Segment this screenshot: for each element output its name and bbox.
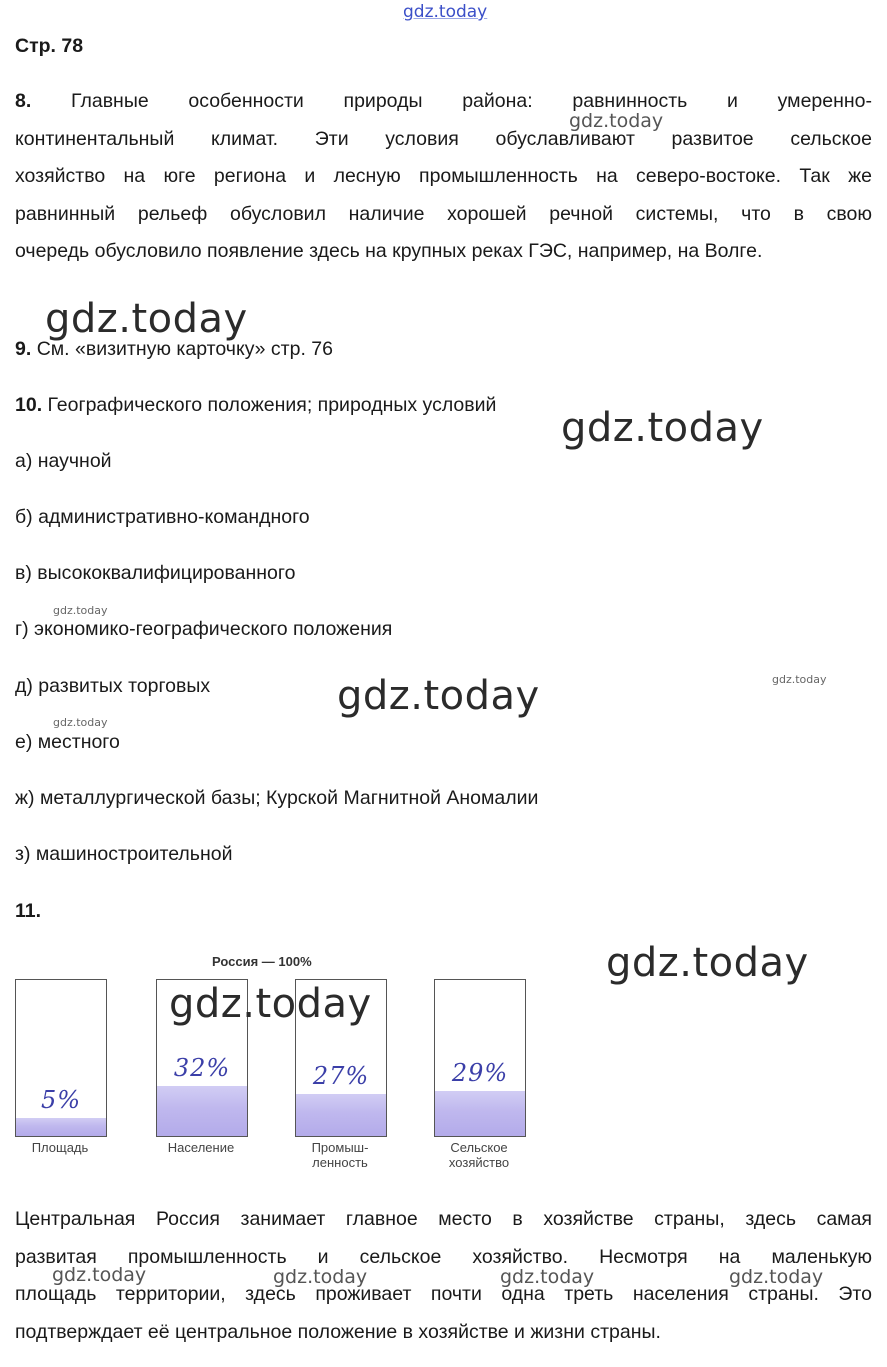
data-label: 29% bbox=[451, 1059, 509, 1087]
bar bbox=[157, 1086, 247, 1136]
answer-11: 11. bbox=[15, 900, 42, 922]
conclusion-line: площадь территории, здесь проживает почти одна треть населения страны. Это bbox=[15, 1283, 872, 1305]
answer-number: 8. bbox=[15, 90, 32, 112]
watermark: gdz.today bbox=[500, 1266, 595, 1288]
category-label: Площадь bbox=[31, 1140, 89, 1155]
answer-8-line: очередь обусловило появление здесь на крупных реках ГЭС, например, на Волге. bbox=[15, 240, 763, 262]
watermark: gdz.today bbox=[772, 673, 827, 686]
watermark: gdz.today bbox=[53, 604, 108, 617]
bar bbox=[296, 1094, 386, 1136]
category-label: Сельское хозяйство bbox=[448, 1140, 510, 1170]
watermark: gdz.today bbox=[729, 1266, 824, 1288]
watermark: gdz.today bbox=[53, 716, 108, 729]
conclusion-line: Центральная Россия занимает главное место в хозяйстве страны, здесь самая bbox=[15, 1208, 872, 1230]
data-label: 32% bbox=[173, 1054, 231, 1082]
bar bbox=[16, 1118, 106, 1136]
bar-box bbox=[295, 979, 387, 1137]
answer-10-item: е) местного bbox=[15, 731, 120, 753]
bar-box bbox=[434, 979, 526, 1137]
category-label: Промыш- ленность bbox=[311, 1140, 369, 1170]
answer-10-item: б) административно-командного bbox=[15, 506, 310, 528]
watermark: gdz.today bbox=[45, 296, 248, 342]
watermark: gdz.today bbox=[273, 1266, 368, 1288]
category-label: Население bbox=[167, 1140, 235, 1155]
answer-10-item: з) машиностроительной bbox=[15, 843, 233, 865]
watermark: gdz.today bbox=[52, 1264, 147, 1286]
chart-title: Россия — 100% bbox=[212, 954, 312, 969]
watermark: gdz.today bbox=[569, 110, 664, 132]
conclusion-line: развитая промышленность и сельское хозяйство. Несмотря на маленькую bbox=[15, 1245, 872, 1268]
bar bbox=[435, 1091, 525, 1136]
answer-10-item: а) научной bbox=[15, 450, 112, 472]
answer-10-item: в) высококвалифицированного bbox=[15, 562, 296, 584]
answer-10-item: ж) металлургической базы; Курской Магнитной Аномалии bbox=[15, 787, 539, 809]
data-label: 27% bbox=[312, 1062, 370, 1090]
watermark: gdz.today bbox=[606, 940, 809, 986]
watermark: gdz.today bbox=[337, 673, 540, 719]
page-title: Стр. 78 bbox=[15, 35, 84, 57]
answer-8 bbox=[15, 83, 872, 271]
answer-8-line: хозяйство на юге региона и лесную промышленность на северо-востоке. Так же bbox=[15, 165, 872, 187]
answer-10-item: д) развитых торговых bbox=[15, 675, 211, 697]
watermark: gdz.today bbox=[169, 981, 372, 1027]
bar-box bbox=[156, 979, 248, 1137]
answer-9: 9. См. «визитную карточку» стр. 76 bbox=[15, 338, 333, 360]
watermark: gdz.today bbox=[561, 405, 764, 451]
answer-10-item: г) экономико-географического положения bbox=[15, 618, 393, 640]
bar-box bbox=[15, 979, 107, 1137]
watermark: gdz.today bbox=[403, 2, 488, 22]
answer-10: 10. Географического положения; природных условий bbox=[15, 394, 497, 416]
answer-8-line: 8. Главные особенности природы района: равнинность и умеренно- bbox=[15, 90, 872, 112]
data-label: 5% bbox=[40, 1086, 82, 1114]
answer-number: 10. bbox=[15, 394, 43, 416]
conclusion-line: подтверждает её центральное положение в хозяйстве и жизни страны. bbox=[15, 1320, 661, 1343]
answer-number: 9. bbox=[15, 338, 32, 360]
answer-11-conclusion bbox=[15, 1201, 872, 1351]
answer-8-line: равнинный рельеф обусловил наличие хорошей речной системы, что в свою bbox=[15, 202, 872, 225]
answer-8-line: континентальный климат. Эти условия обуславливают развитое сельское bbox=[15, 127, 872, 150]
